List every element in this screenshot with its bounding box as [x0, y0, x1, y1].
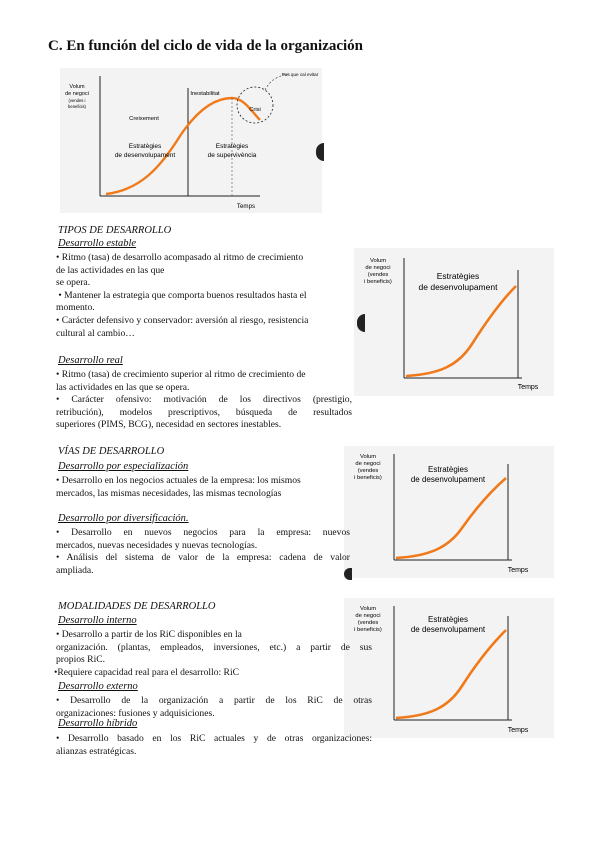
y-label-4: i beneficis): [354, 627, 382, 633]
diversificacion-text: [56, 527, 350, 577]
y-label-3: (vendes: [357, 468, 379, 474]
dev-strategy-2: de desenvolupament: [114, 152, 176, 159]
text-line: • Desarrollo en los negocios actuales de la empresa: los mismos: [56, 475, 301, 486]
x-label: Temps: [507, 727, 529, 734]
y-label-1: Volum: [69, 84, 85, 90]
text-line: se opera.: [56, 277, 91, 289]
text-line: • Desarrollo de la organización a partir de los RiC de otras: [56, 695, 372, 706]
y-label-3: (vendes: [357, 620, 379, 626]
especializacion-text: [56, 475, 346, 500]
externo-text: [56, 695, 372, 720]
crisis-label: Crisi: [249, 107, 261, 113]
text-line: ampliada.: [56, 564, 94, 576]
development-chart-3: [344, 598, 554, 738]
section-title-vias: VÍAS DE DESARROLLO: [58, 446, 165, 457]
text-line: momento.: [56, 302, 95, 314]
y-label-3: (vendes i: [68, 98, 86, 103]
page-marker: [316, 143, 324, 161]
text-line: superiores (PIMS, BCG), necesidad en sectores inestables.: [56, 419, 282, 431]
x-label: Temps: [236, 203, 256, 210]
y-label-4: beneficis): [68, 104, 86, 109]
text-line: • Carácter defensivo y conservador: aversión al riesgo, resistencia: [56, 314, 309, 326]
y-label-4: i beneficis): [364, 279, 392, 285]
text-line: organización. (plantas, empleados, inversiones, etc.) a partir de sus: [56, 641, 372, 653]
page-marker: [357, 314, 365, 332]
hibrido-text: [56, 733, 372, 758]
text-line: • Ritmo (tasa) de desarrollo acompasado al ritmo de crecimiento: [56, 252, 304, 263]
chart-title-2: de desenvolupament: [410, 475, 486, 484]
y-label-3: (vendes: [367, 272, 389, 278]
page-title: C. En función del ciclo de vida de la organización: [48, 38, 364, 54]
text-line: de las actividades en las que: [56, 264, 165, 276]
chart-title-1: Estratègies: [427, 615, 469, 624]
chart-title-2: de desenvolupament: [418, 282, 498, 292]
subsection-hibrido: Desarrollo híbrido: [58, 718, 138, 729]
subsection-real: Desarrollo real: [58, 355, 123, 366]
dev-strategy-1: Estratègies: [128, 143, 162, 150]
text-line: • Análisis del sistema de valor de la empresa: cadena de valor: [56, 552, 350, 564]
survival-strategy-2: de supervivència: [207, 152, 257, 159]
development-chart-1: [354, 248, 554, 396]
section-title-tipos: TIPOS DE DESARROLLO: [58, 225, 172, 236]
y-label-1: Volum: [369, 258, 387, 264]
subsection-diversificacion: Desarrollo por diversificación.: [58, 513, 189, 524]
y-label-2: de negoci: [355, 613, 381, 619]
development-chart-2: [344, 446, 554, 578]
estable-text: [56, 252, 356, 340]
text-line: mercados, las mismas necesidades, las mismas tecnologías: [56, 487, 282, 499]
text-line: • Ritmo (tasa) de crecimiento superior al ritmo de crecimiento de: [56, 369, 306, 380]
text-line: las actividades en las que se opera.: [56, 381, 190, 393]
x-label: Temps: [517, 384, 539, 391]
real-text: [56, 369, 352, 432]
instability-label: Inestabilitat: [190, 91, 220, 97]
text-line: retribución), modelos prescriptivos, búsqueda de resultados: [56, 406, 352, 418]
growth-label: Creixement: [129, 116, 159, 122]
text-line: • Desarrollo en nuevos negocios para la empresa: nuevos: [56, 527, 350, 538]
subsection-estable: Desarrollo estable: [58, 238, 137, 249]
text-line: alianzas estratégicas.: [56, 745, 137, 757]
text-line: •Requiere capacidad real para el desarrollo: RiC: [54, 666, 240, 678]
text-line: • Desarrollo a partir de los RiC disponibles en la: [56, 629, 242, 640]
section-title-modalidades: MODALIDADES DE DESARROLLO: [58, 601, 216, 612]
y-label-2: de negoci: [365, 265, 391, 271]
text-line: cultural al cambio…: [56, 327, 135, 339]
subsection-externo: Desarrollo externo: [58, 681, 138, 692]
survival-strategy-1: Estratègies: [215, 143, 249, 150]
y-label-2: de negoci: [65, 91, 89, 97]
subsection-especializacion: Desarrollo por especialización: [58, 461, 189, 472]
subsection-interno: Desarrollo interno: [58, 615, 137, 626]
text-line: mercados, nuevas necesidades y nuevas tecnologías.: [56, 539, 258, 551]
text-line: • Carácter ofensivo: motivación de los directivos (prestigio,: [56, 394, 352, 406]
text-line: propios RiC.: [56, 654, 106, 666]
y-label-1: Volum: [359, 606, 377, 612]
y-label-2: de negoci: [355, 461, 381, 467]
x-label: Temps: [507, 567, 529, 574]
text-line: organizaciones: fusiones y adquisiciones.: [56, 707, 215, 719]
passed-point-label: Pas que cal evitar: [281, 72, 319, 77]
text-line: • Mantener la estrategia que comporta buenos resultados hasta el: [56, 289, 307, 301]
text-line: • Desarrollo basado en los RiC actuales y de otras organizaciones:: [56, 733, 372, 744]
interno-text: [56, 629, 372, 679]
y-label-4: i beneficis): [354, 475, 382, 481]
y-label-1: Volum: [359, 454, 377, 460]
chart-title-2: de desenvolupament: [410, 625, 486, 634]
chart-title-1: Estratègies: [427, 465, 469, 474]
chart-title-1: Estratègies: [436, 271, 480, 281]
life-cycle-chart: [60, 68, 322, 213]
